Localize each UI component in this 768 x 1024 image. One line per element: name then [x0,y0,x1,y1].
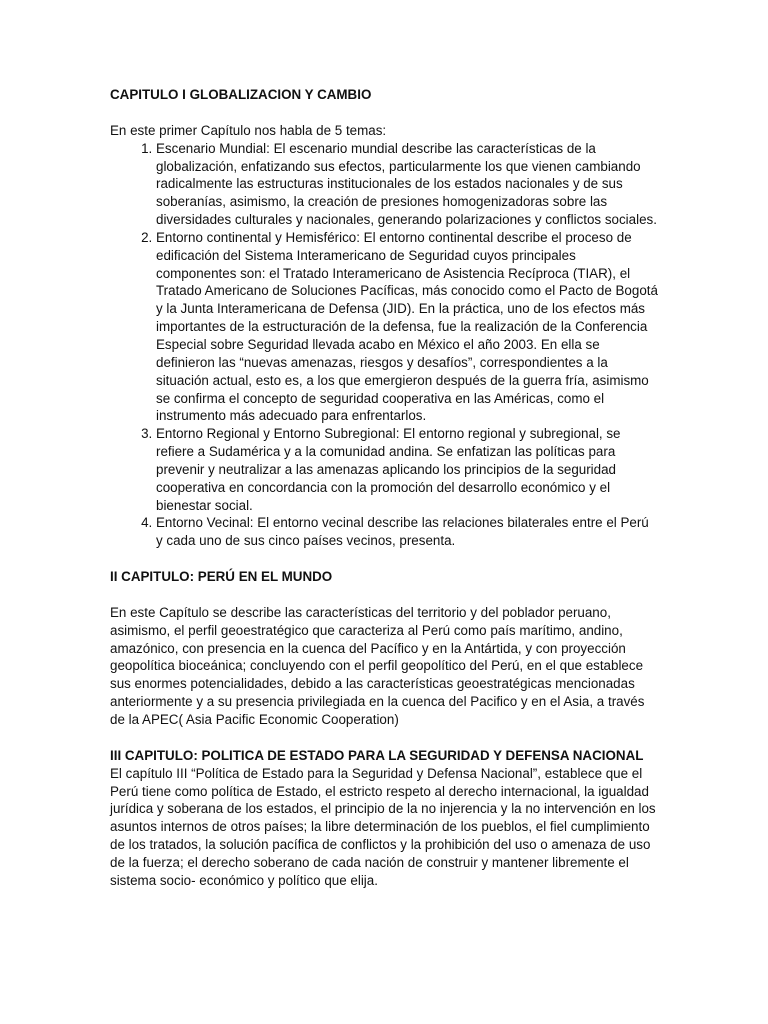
chapter3-body: El capítulo III “Política de Estado para la Seguridad y Defensa Nacional”, establece que el Perú tiene como política de Estado, el estricto respeto al derecho internacional, la igualdad jurídica y soberana de los estados, el principio de la no injerencia y la no intervención en los asuntos internos de otros países; la libre determinación de los pueblos, el fiel cumplimiento de los tratados, la solución pacífica de conflictos y la prohibición del uso o amenaza de uso de la fuerza; el derecho soberano de cada nación de construir y mantener libremente el sistema socio- económico y político que elija. [110,765,656,888]
list-item: 2. Entorno continental y Hemisférico: El entorno continental describe el proceso de edificación del Sistema Interamericano de Seguridad cuyos principales componentes son: el Tratado Interamericano de Asistencia Recíproca (TIAR), el Tratado Americano de Soluciones Pacíficas, más conocido como el Pacto de Bogotá y la Junta Interamericana de Defensa (JID). En la práctica, uno de los efectos más importantes de la estructuración de la defensa, fue la realización de la Conferencia Especial sobre Seguridad llevada acabo en México el año 2003. En ella se definieron las “nuevas amenazas, riesgos y desafíos”, correspondientes a la situación actual, esto es, a los que emergieron después de la guerra fría, asimismo se confirma el concepto de seguridad cooperativa en las Américas, como el instrumento más adecuado para enfrentarlos. [156,229,658,425]
list-item: 1. Escenario Mundial: El escenario mundial describe las características de la globalización, enfatizando sus efectos, particularmente los que vienen cambiando radicalmente las estructuras institucionales de los estados nacionales y de sus soberanías, asimismo, la creación de presiones homogenizadoras sobre las diversidades culturales y nacionales, generando polarizaciones y conflictos sociales. [156,140,658,229]
list-item: 3. Entorno Regional y Entorno Subregional: El entorno regional y subregional, se refiere a Sudamérica y a la comunidad andina. Se enfatizan las políticas para prevenir y neutralizar a las amenazas aplicando los principios de la seguridad cooperativa en concordancia con la promoción del desarrollo económico y el bienestar social. [156,425,658,514]
chapter1-topic-list [110,140,658,550]
chapter2-title: II CAPITULO: PERÚ EN EL MUNDO [110,569,333,585]
chapter1-intro: En este primer Capítulo nos habla de 5 temas: [110,122,387,138]
spacer [110,104,658,122]
chapter1-title: CAPITULO I GLOBALIZACION Y CAMBIO [110,87,372,102]
chapter3-title: III CAPITULO: POLITICA DE ESTADO PARA LA SEGURIDAD Y DEFENSA NACIONAL [110,747,644,763]
chapter3-section [110,747,658,890]
list-item: 4. Entorno Vecinal: El entorno vecinal describe las relaciones bilaterales entre el Perú y cada uno de sus cinco países vecinos, presenta. [156,514,658,550]
document-page [110,86,658,890]
chapter2-section [110,568,658,729]
chapter2-body: En este Capítulo se describe las características del territorio y del poblador peruano, asimismo, el perfil geoestratégico que caracteriza al Perú como país marítimo, andino, amazónico, con presencia en la cuenca del Pacífico y en la Antártida, y con proyección geopolítica bioceánica; concluyendo con el perfil geopolítico del Perú, en el que establece sus enormes potencialidades, debido a las características geoestratégicas mencionadas anteriormente y a su presencia privilegiada en la cuenca del Pacifico y en el Asia, a través de la APEC( Asia Pacific Economic Cooperation) [110,604,645,727]
